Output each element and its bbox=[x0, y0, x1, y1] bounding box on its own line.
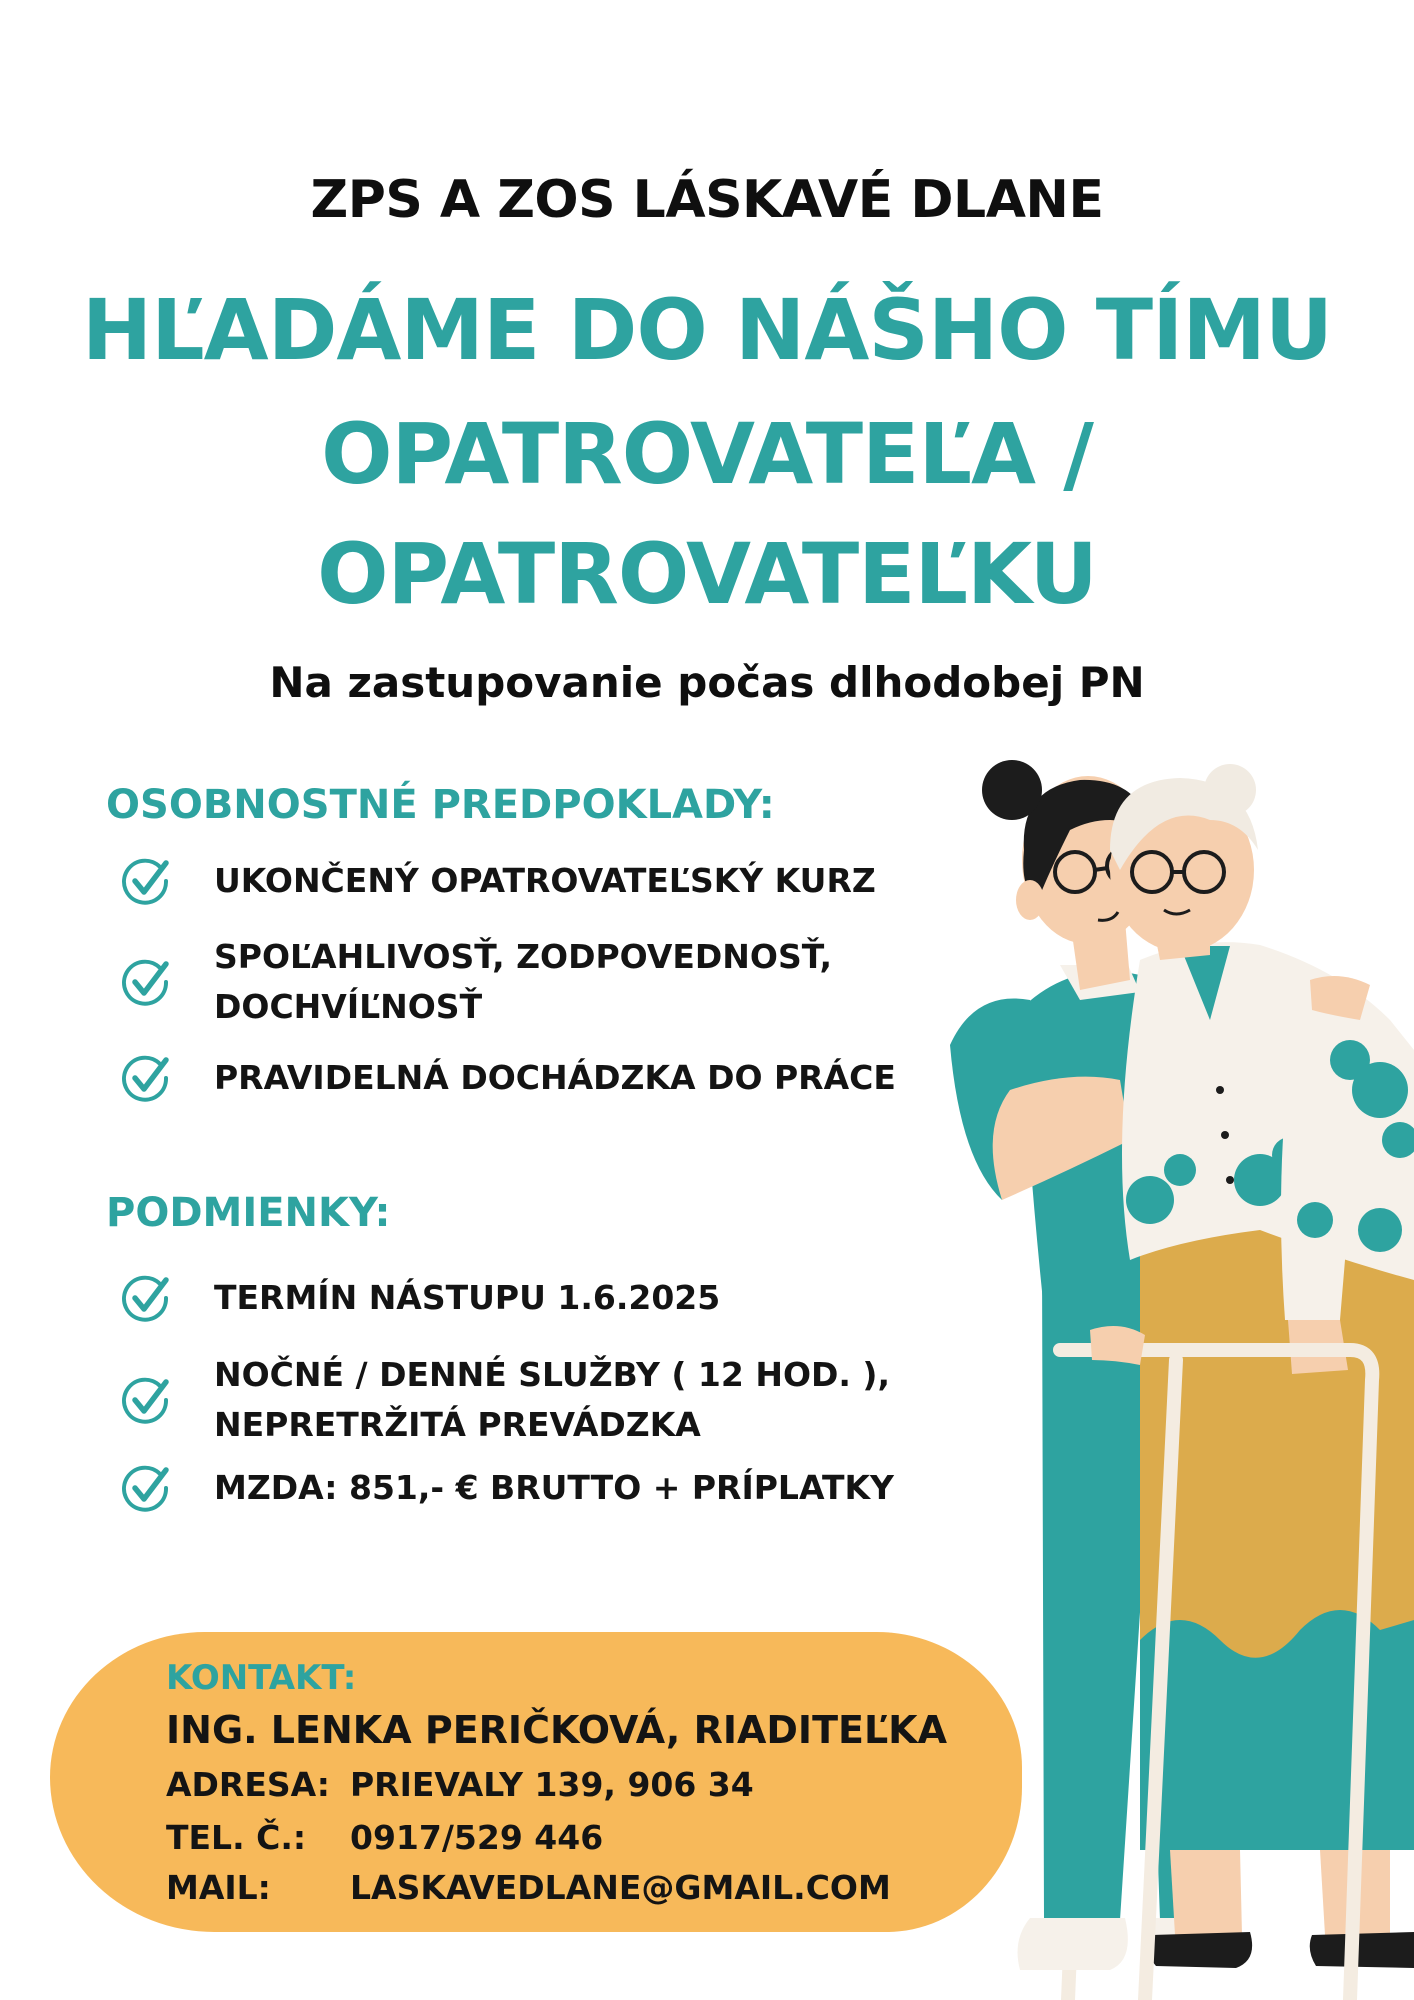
contact-title: KONTAKT: bbox=[166, 1658, 357, 1698]
organization-name: ZPS A ZOS LÁSKAVÉ DLANE bbox=[310, 170, 1104, 230]
requirement-text: PRAVIDELNÁ DOCHÁDZKA DO PRÁCE bbox=[214, 1058, 896, 1097]
requirement-item bbox=[120, 932, 920, 1032]
headline-line-3: OPATROVATEĽKU bbox=[317, 525, 1097, 623]
condition-text: TERMÍN NÁSTUPU 1.6.2025 bbox=[214, 1278, 721, 1317]
requirements-title: OSOBNOSTNÉ PREDPOKLADY: bbox=[106, 782, 775, 828]
subtitle: Na zastupovanie počas dlhodobej PN bbox=[269, 658, 1145, 707]
contact-phone bbox=[166, 1818, 603, 1857]
conditions-title: PODMIENKY: bbox=[106, 1190, 391, 1236]
address-value: PRIEVALY 139, 906 34 bbox=[350, 1765, 754, 1804]
contact-mail bbox=[166, 1868, 891, 1907]
phone-value: 0917/529 446 bbox=[350, 1818, 604, 1857]
check-circle-icon bbox=[120, 1462, 172, 1514]
check-circle-icon bbox=[120, 956, 172, 1008]
requirement-text: UKONČENÝ OPATROVATEĽSKÝ KURZ bbox=[214, 861, 876, 900]
headline-line-1: HĽADÁME DO NÁŠHO TÍMU bbox=[81, 281, 1333, 379]
condition-item bbox=[120, 1462, 920, 1514]
condition-text: NOČNÉ / DENNÉ SLUŽBY ( 12 HOD. ), NEPRETRŽITÁ PREVÁDZKA bbox=[214, 1355, 891, 1444]
check-circle-icon bbox=[120, 855, 172, 907]
requirement-text: SPOĽAHLIVOSŤ, ZODPOVEDNOSŤ, DOCHVÍĽNOSŤ bbox=[214, 937, 833, 1026]
condition-text: MZDA: 851,- € BRUTTO + PRÍPLATKY bbox=[214, 1468, 894, 1507]
headline-line-2: OPATROVATEĽA / bbox=[321, 405, 1093, 503]
contact-name: ING. LENKA PERIČKOVÁ, RIADITEĽKA bbox=[166, 1708, 948, 1752]
check-circle-icon bbox=[120, 1374, 172, 1426]
condition-item bbox=[120, 1350, 920, 1450]
check-circle-icon bbox=[120, 1272, 172, 1324]
phone-label: TEL. Č.: bbox=[166, 1818, 307, 1857]
requirement-item bbox=[120, 1052, 920, 1104]
mail-label: MAIL: bbox=[166, 1868, 271, 1907]
address-label: ADRESA: bbox=[166, 1765, 331, 1804]
check-circle-icon bbox=[120, 1052, 172, 1104]
condition-item bbox=[120, 1272, 920, 1324]
requirement-item bbox=[120, 855, 920, 907]
mail-value[interactable]: LASKAVEDLANE@GMAIL.COM bbox=[350, 1868, 891, 1907]
contact-address bbox=[166, 1765, 754, 1804]
